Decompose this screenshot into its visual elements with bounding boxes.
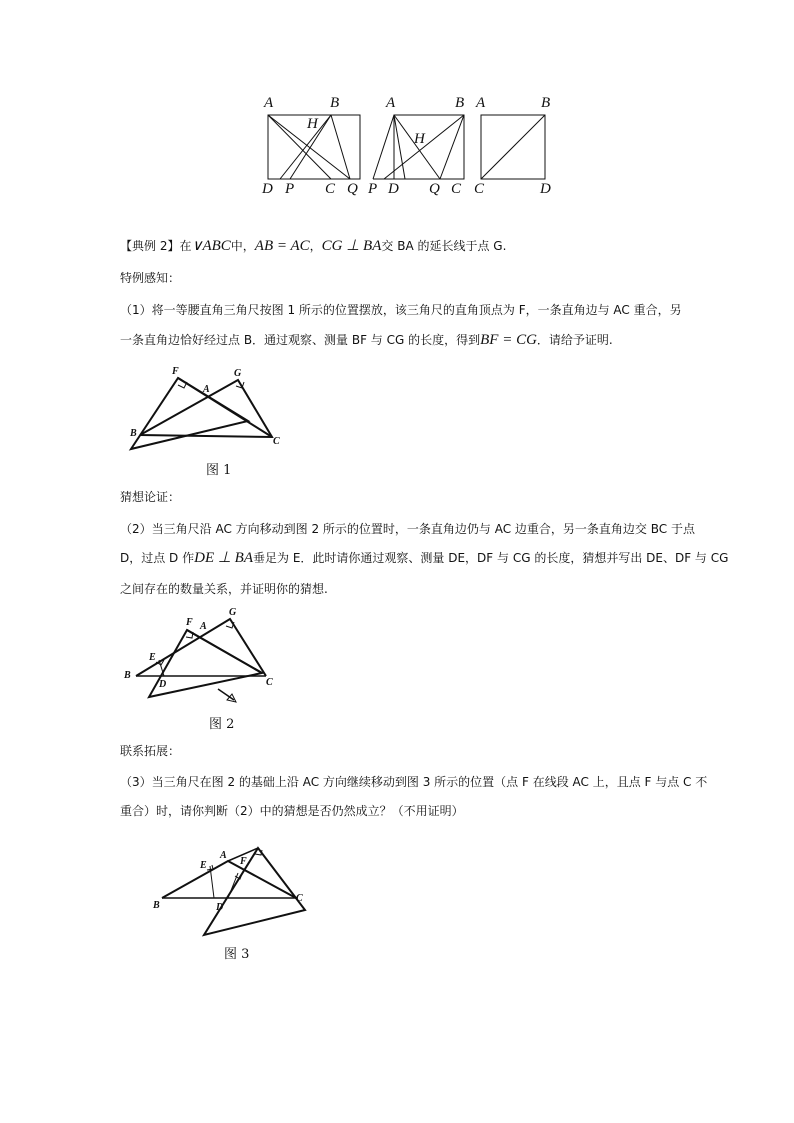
example2-text1: 在	[179, 239, 192, 253]
fig2-caption: 图 2	[209, 717, 235, 732]
example2-math3: CG ⊥ BA	[321, 238, 382, 254]
example2-text4: 交 BA 的延长线于点 G.	[381, 239, 507, 253]
fig2-label-d: D	[159, 679, 167, 690]
example2-text2: 中，	[230, 239, 255, 253]
section1-line2-math: BF = CG	[480, 332, 537, 348]
section1-line2	[120, 332, 680, 348]
fig-c-label-b: B	[541, 95, 551, 111]
example2-math2: AB = AC	[254, 238, 310, 254]
section3-line2: 重合）时，请你判断（2）中的猜想是否仍然成立？（不用证明）	[120, 804, 464, 818]
section3-heading: 联系拓展：	[120, 744, 181, 758]
example2-label: 【典例 2】	[120, 239, 180, 253]
fig2-label-g: G	[229, 607, 237, 618]
fig1-label-a: A	[203, 384, 210, 395]
fig-b-label-c: C	[451, 181, 462, 197]
fig-a-label-p: P	[285, 181, 295, 197]
fig-b-label-q: Q	[429, 181, 440, 197]
fig-c-label-a: A	[476, 95, 486, 111]
fig3-label-a: A	[220, 850, 227, 861]
section2-line3: 之间存在的数量关系，并证明你的猜想.	[120, 582, 328, 596]
fig-b-label-d: D	[388, 181, 399, 197]
fig3-label-e: E	[200, 860, 207, 871]
fig1-label-g: G	[234, 368, 242, 379]
fig3-label-d: D	[216, 902, 224, 913]
section3-line1: （3）当三角尺在图 2 的基础上沿 AC 方向继续移动到图 3 所示的位置（点 F 在线段 AC 上，且点 F 与点 C 不	[120, 775, 708, 789]
fig-b-label-p: P	[368, 181, 378, 197]
section2-heading: 猜想论证：	[120, 490, 181, 504]
fig3-caption: 图 3	[224, 947, 250, 962]
fig1-caption: 图 1	[206, 463, 232, 478]
fig2-label-b: B	[124, 670, 131, 681]
example2-statement	[120, 238, 680, 254]
fig-b-label-h: H	[414, 131, 425, 147]
section1-line2-text-a: 一条直角边恰好经过点 B．通过观察、测量 BF 与 CG 的长度，得到	[120, 333, 481, 347]
example2-text3: ，	[309, 239, 322, 253]
fig2-label-e: E	[149, 652, 156, 663]
fig3-label-b: B	[153, 900, 160, 911]
fig-a-label-h: H	[307, 116, 318, 132]
fig-c-label-c: C	[474, 181, 485, 197]
example2-math1: ∨ABC	[191, 238, 231, 254]
fig3-label-f: F	[240, 856, 247, 867]
fig3-label-c: C	[296, 893, 303, 904]
fig-a-label-a: A	[264, 95, 274, 111]
fig-a-label-b: B	[330, 95, 340, 111]
fig-c-label-d: D	[540, 181, 551, 197]
fig-a-label-q: Q	[347, 181, 358, 197]
section2-line2-text-a: D，过点 D 作	[120, 551, 195, 565]
figure-3-drawing	[0, 0, 1, 1]
fig-b-label-a: A	[386, 95, 396, 111]
section1-line1: （1）将一等腰直角三角尺按图 1 所示的位置摆放，该三角尺的直角顶点为 F，一条直角边与 AC 重合，另	[120, 303, 682, 317]
fig-b-label-b: B	[455, 95, 465, 111]
fig1-label-b: B	[130, 428, 137, 439]
section1-line2-text-b: ．请给予证明.	[536, 333, 613, 347]
section2-line2	[120, 550, 729, 566]
fig1-label-f: F	[172, 366, 179, 377]
fig2-label-f: F	[186, 617, 193, 628]
fig1-label-c: C	[273, 436, 280, 447]
section2-line1: （2）当三角尺沿 AC 方向移动到图 2 所示的位置时，一条直角边仍与 AC 边重合，另一条直角边交 BC 于点	[120, 522, 695, 536]
section2-line2-text-b: 垂足为 E．此时请你通过观察、测量 DE，DF 与 CG 的长度，猜想并写出 DE、DF 与 CG	[253, 551, 729, 565]
section2-line2-math: DE ⊥ BA	[194, 550, 254, 566]
fig2-label-a: A	[200, 621, 207, 632]
section1-heading: 特例感知：	[120, 271, 181, 285]
fig-a-label-c: C	[325, 181, 336, 197]
fig2-label-c: C	[266, 677, 273, 688]
fig-a-label-d: D	[262, 181, 273, 197]
